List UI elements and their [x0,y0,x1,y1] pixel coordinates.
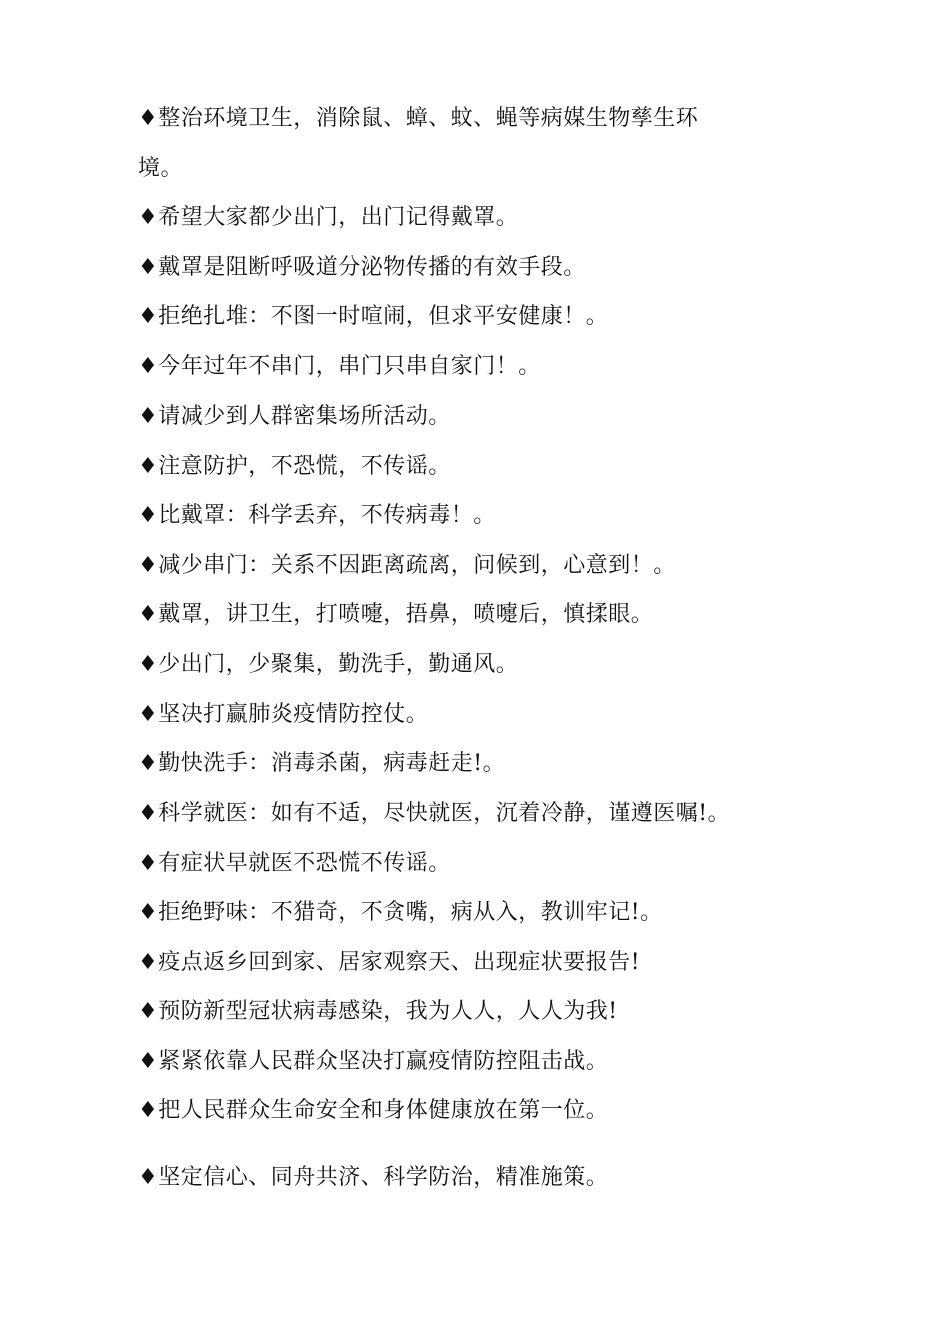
text-line: ♦科学就医：如有不适，尽快就医，沉着冷静，谨遵医嘱!。 [138,801,731,826]
text-line: ♦拒绝扎堆：不图一时喧闹，但求平安健康！。 [138,304,609,329]
text-line: 境。 [138,156,184,181]
text-line: ♦注意防护，不恐慌，不传谣。 [138,454,451,479]
text-line: ♦请减少到人群密集场所活动。 [138,404,451,429]
text-line: ♦把人民群众生命安全和身体健康放在第一位。 [138,1098,609,1123]
text-line: ♦疫点返乡回到家、居家观察天、出现症状要报告! [138,950,641,975]
text-line: ♦拒绝野味：不猎奇，不贪嘴，病从入，教训牢记!。 [138,900,663,925]
text-line: ♦希望大家都少出门，出门记得戴罩。 [138,205,519,230]
text-line: ♦今年过年不串门，串门只串自家门！。 [138,354,541,379]
text-line: ♦有症状早就医不恐慌不传谣。 [138,851,451,876]
text-line: ♦紧紧依靠人民群众坚决打赢疫情防控阻击战。 [138,1049,609,1074]
text-line: ♦勤快洗手：消毒杀菌，病毒赶走!。 [138,751,506,776]
text-line: ♦戴罩是阻断呼吸道分泌物传播的有效手段。 [138,255,586,280]
text-line: ♦戴罩，讲卫生，打喷嚏，捂鼻，喷嚏后，慎揉眼。 [138,602,654,627]
text-line: ♦坚决打赢肺炎疫情防控仗。 [138,702,429,727]
text-line: ♦整治环境卫生，消除鼠、蟑、蚊、蝇等病媒生物孳生环 [138,106,699,131]
text-line: ♦减少串门：关系不因距离疏离，问候到，心意到！。 [138,553,676,578]
text-line: ♦比戴罩：科学丢弃，不传病毒！。 [138,503,496,528]
text-line: ♦坚定信心、同舟共济、科学防治，精准施策。 [138,1165,609,1190]
text-line: ♦预防新型冠状病毒感染，我为人人，人人为我! [138,999,618,1024]
text-line: ♦少出门，少聚集，勤洗手，勤通风。 [138,652,519,677]
